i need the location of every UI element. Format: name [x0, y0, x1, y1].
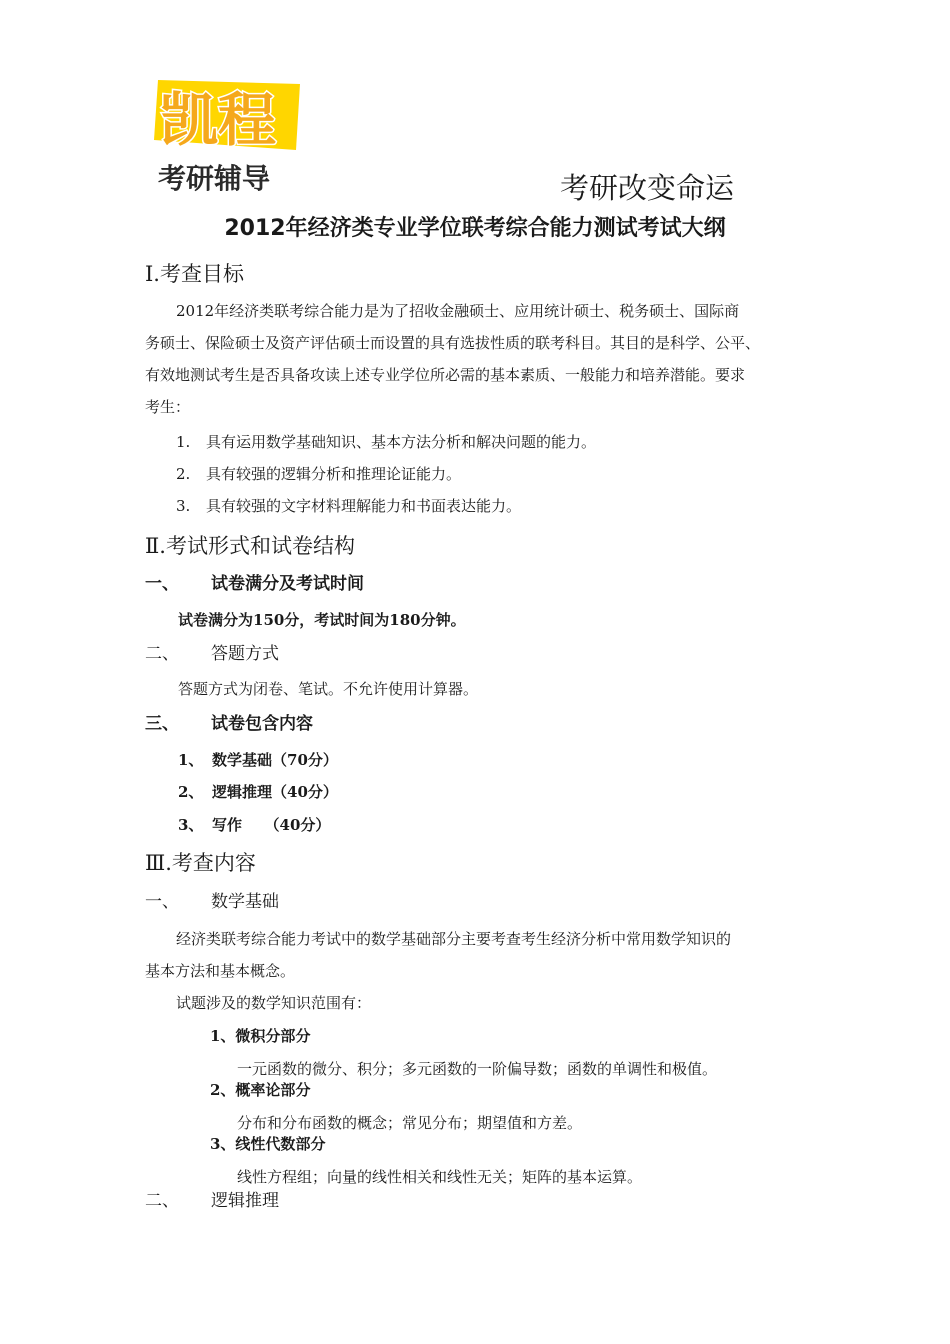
section1-intro-line: 2012年经济类联考综合能力是为了招收金融硕士、应用统计硕士、税务硕士、国际商: [176, 302, 740, 320]
logo-brand-text: 凯程: [160, 86, 277, 154]
list-item-text: 具有较强的文字材料理解能力和书面表达能力。: [206, 497, 522, 515]
section-number: 一、: [145, 574, 179, 594]
math-part-text: 一元函数的微分、积分；多元函数的一阶偏导数；函数的单调性和极值。: [237, 1060, 718, 1078]
section-number: 三、: [145, 714, 179, 734]
list-item-text: 具有较强的逻辑分析和推理论证能力。: [206, 465, 462, 483]
list-item: [178, 744, 338, 776]
list-item: [176, 458, 461, 490]
list-item-number: 2.: [176, 465, 191, 483]
section3-sub2-heading: [145, 1185, 279, 1217]
section-title: 试卷包含内容: [211, 714, 313, 734]
math-part-title: 3、线性代数部分: [210, 1135, 326, 1153]
section2-sub2-text: 答题方式为闭卷、笔试。不允许使用计算器。: [178, 680, 479, 698]
section-title: 数学基础: [211, 892, 279, 912]
math-part-title: 1、微积分部分: [210, 1027, 311, 1045]
section-number: 一、: [145, 892, 179, 912]
section3-heading: Ⅲ.考查内容: [145, 851, 256, 875]
section3-para-line: 基本方法和基本概念。: [145, 962, 296, 980]
section3-para-line: 经济类联考综合能力考试中的数学基础部分主要考查考生经济分析中常用数学知识的: [176, 930, 732, 948]
section-title: 逻辑推理: [211, 1191, 279, 1211]
section-title: 答题方式: [211, 644, 279, 664]
section1-intro-line: 有效地测试考生是否具备攻读上述专业学位所必需的基本素质、一般能力和培养潜能。要求: [145, 366, 746, 384]
section1-intro-line: 务硕士、保险硕士及资产评估硕士而设置的具有选拔性质的联考科目。其目的是科学、公平、: [145, 334, 761, 352]
section-number: 二、: [145, 1191, 179, 1211]
list-item-text: 具有运用数学基础知识、基本方法分析和解决问题的能力。: [206, 433, 597, 451]
section3-sub1-heading: [145, 886, 279, 918]
section-title: 试卷满分及考试时间: [211, 574, 364, 594]
section1-heading: Ⅰ.考查目标: [145, 262, 244, 286]
list-item-number: 1、: [178, 751, 204, 769]
list-item-number: 1.: [176, 433, 191, 451]
section2-heading: Ⅱ.考试形式和试卷结构: [145, 534, 355, 558]
section1-intro-line: 考生：: [145, 398, 191, 416]
section-number: 二、: [145, 644, 179, 664]
list-item: [178, 776, 338, 808]
section3-scope: 试题涉及的数学知识范围有：: [176, 994, 372, 1012]
document-title: 2012年经济类专业学位联考综合能力测试考试大纲: [224, 216, 726, 241]
list-item: [178, 809, 330, 841]
list-item-text: 逻辑推理（40分）: [212, 783, 338, 801]
list-item: [176, 426, 596, 458]
math-part-text: 线性方程组；向量的线性相关和线性无关；矩阵的基本运算。: [237, 1168, 643, 1186]
section2-sub1-heading: [145, 568, 364, 600]
slogan: 考研改变命运: [560, 171, 735, 205]
section2-sub2-heading: [145, 638, 279, 670]
list-item: [176, 490, 521, 522]
list-item-text: 数学基础（70分）: [212, 751, 338, 769]
list-item-number: 3、: [178, 816, 204, 834]
math-part-text: 分布和分布函数的概念；常见分布；期望值和方差。: [237, 1114, 583, 1132]
kaicheng-logo: [148, 72, 308, 197]
section2-sub3-heading: [145, 708, 313, 740]
list-item-number: 2、: [178, 783, 204, 801]
list-item-text: 写作 （40分）: [212, 816, 331, 834]
logo-sub-text: 考研辅导: [158, 162, 271, 195]
math-part-title: 2、概率论部分: [210, 1081, 311, 1099]
list-item-number: 3.: [176, 497, 191, 515]
section2-sub1-text: 试卷满分为150分，考试时间为180分钟。: [178, 611, 466, 629]
